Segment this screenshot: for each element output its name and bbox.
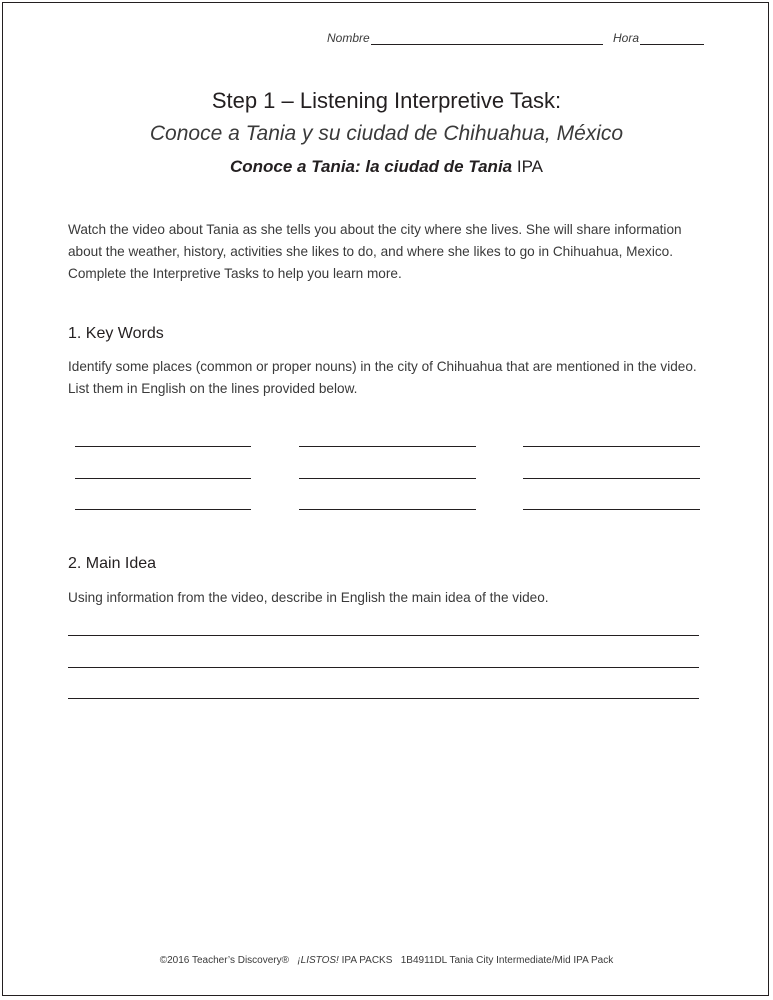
footer xyxy=(0,955,773,966)
hour-label: Hora xyxy=(613,31,640,45)
ipa-title xyxy=(0,157,773,177)
key-word-line[interactable] xyxy=(75,478,251,479)
name-label: Nombre xyxy=(327,31,370,45)
footer-rest: IPA PACKS 1B4911DL Tania City Intermediate/Mid IPA Pack xyxy=(338,955,614,966)
key-words-instructions: Identify some places (common or proper nouns) in the city of Chihuahua that are mentioned in the video. List them in English on the lines provided below. xyxy=(68,359,697,396)
page-title: Step 1 – Listening Interpretive Task: xyxy=(211,88,562,113)
main-idea-line[interactable] xyxy=(68,698,699,699)
section-heading-key-words: 1. Key Words xyxy=(68,325,164,342)
key-word-line[interactable] xyxy=(75,446,251,447)
hour-field[interactable] xyxy=(640,44,704,45)
key-word-line[interactable] xyxy=(523,509,700,510)
main-idea-line[interactable] xyxy=(68,667,699,668)
key-word-line[interactable] xyxy=(75,509,251,510)
main-idea-instructions: Using information from the video, describe in English the main idea of the video. xyxy=(68,590,549,605)
section-heading-main-idea: 2. Main Idea xyxy=(68,555,157,572)
key-word-line[interactable] xyxy=(299,478,476,479)
page-border xyxy=(2,2,769,996)
main-idea-line[interactable] xyxy=(68,635,699,636)
intro-paragraph: Watch the video about Tania as she tells you about the city where she lives. She will share information about the weather, history, activities she likes to do, and where she likes to go in Chihuahua, Mexico. Complete the Interpretive Tasks to help you learn more. xyxy=(68,222,682,281)
key-word-line[interactable] xyxy=(523,478,700,479)
name-field[interactable] xyxy=(371,44,603,45)
footer-copyright: ©2016 Teacher’s Discovery® xyxy=(159,955,289,966)
key-word-line[interactable] xyxy=(299,446,476,447)
ipa-title-italic: Conoce a Tania: la ciudad de Tania xyxy=(229,157,513,176)
key-word-line[interactable] xyxy=(299,509,476,510)
ipa-title-suffix: IPA xyxy=(512,157,543,176)
footer-brand: ¡LISTOS! xyxy=(297,955,339,966)
page-subtitle: Conoce a Tania y su ciudad de Chihuahua, México xyxy=(149,122,624,145)
key-word-line[interactable] xyxy=(523,446,700,447)
